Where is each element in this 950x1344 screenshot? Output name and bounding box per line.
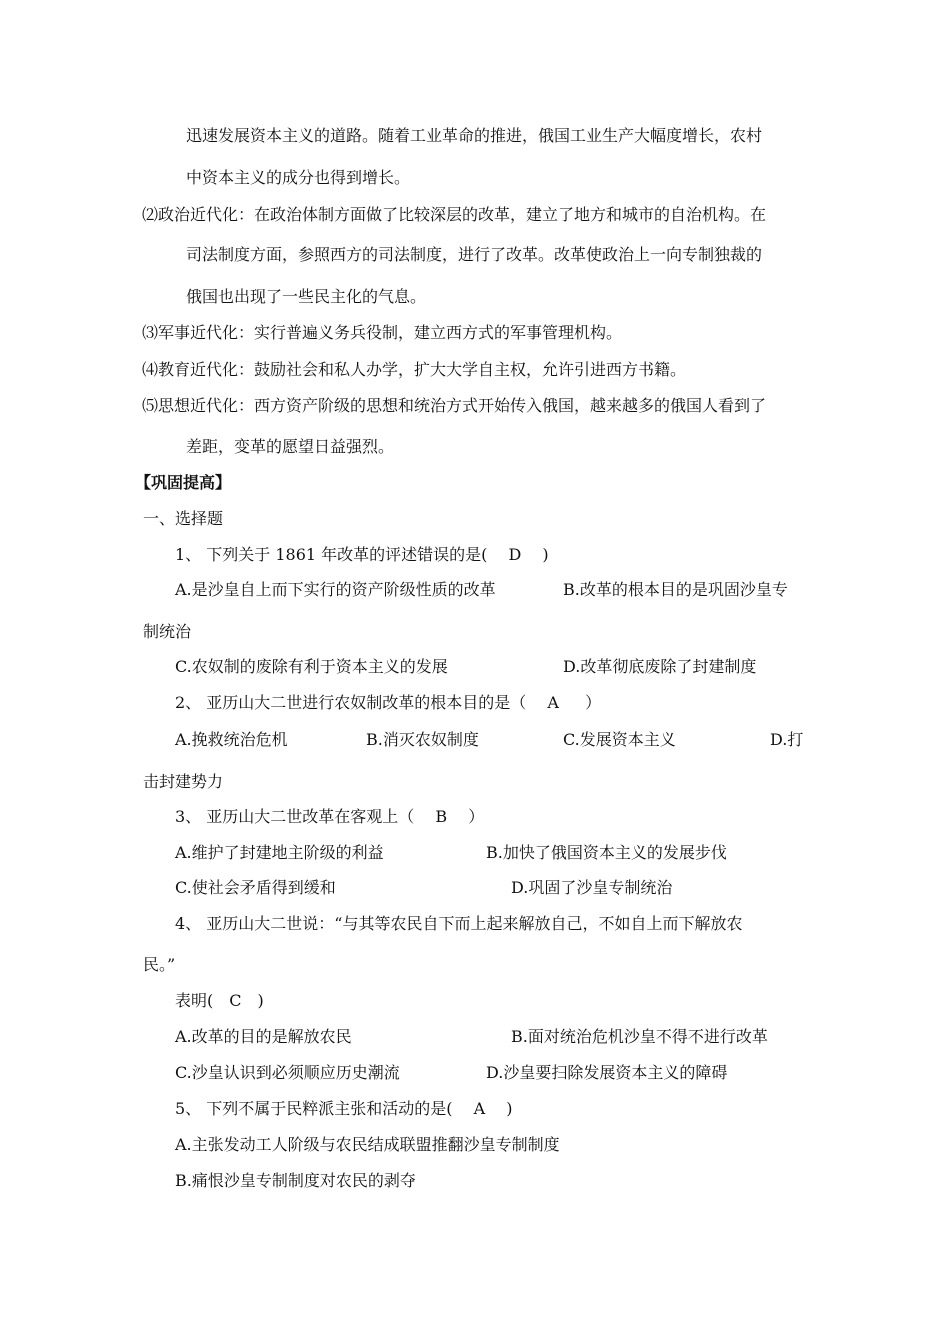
option-a: A.改革的目的是解放农民	[175, 1027, 352, 1046]
point-2	[142, 205, 766, 225]
option-a: A.主张发动工人阶级与农民结成联盟推翻沙皇专制制度	[175, 1135, 560, 1154]
paragraph-line: 司法制度方面，参照西方的司法制度，进行了改革。改革使政治上一向专制独裁的	[186, 245, 763, 264]
option-c: C.沙皇认识到必须顺应历史潮流	[175, 1063, 400, 1082]
question-5-stem: 5、 下列不属于民粹派主张和活动的是( A )	[175, 1099, 513, 1118]
option-b: B.消灭农奴制度	[366, 730, 479, 749]
point-3	[142, 323, 622, 343]
point-marker: ⑶	[142, 323, 159, 342]
point-text: 政治近代化：在政治体制方面做了比较深层的改革，建立了地方和城市的自治机构。在	[158, 205, 767, 224]
option-c: C.农奴制的废除有利于资本主义的发展	[175, 657, 448, 676]
point-marker: ⑵	[142, 205, 159, 224]
option-c: C.使社会矛盾得到缓和	[175, 878, 336, 897]
option-b: B.面对统治危机沙皇不得不进行改革	[511, 1027, 768, 1046]
question-4-stem-end: 表明( C )	[175, 991, 264, 1010]
option-b: B.痛恨沙皇专制制度对农民的剥夺	[175, 1171, 416, 1190]
option-c: C.发展资本主义	[563, 730, 676, 749]
option-d: D.打	[770, 730, 804, 749]
paragraph-line: 迅速发展资本主义的道路。随着工业革命的推进，俄国工业生产大幅度增长，农村	[186, 126, 763, 145]
question-3-stem: 3、 亚历山大二世改革在客观上（ B ）	[175, 807, 485, 826]
paragraph-line: 中资本主义的成分也得到增长。	[186, 168, 411, 187]
option-a: A.维护了封建地主阶级的利益	[175, 843, 384, 862]
section-subheading: 一、选择题	[143, 509, 224, 528]
question-4-stem-cont: 民。”	[143, 955, 176, 974]
point-text: 军事近代化：实行普遍义务兵役制，建立西方式的军事管理机构。	[158, 323, 623, 342]
section-heading: 【巩固提高】	[135, 473, 232, 492]
point-marker: ⑸	[142, 396, 159, 415]
option-b: B.改革的根本目的是巩固沙皇专	[563, 580, 788, 599]
paragraph-line: 差距，变革的愿望日益强烈。	[186, 437, 395, 456]
point-5	[142, 396, 766, 416]
question-2-stem: 2、 亚历山大二世进行农奴制改革的根本目的是（ A ）	[175, 693, 602, 712]
option-b-cont: 制统治	[143, 622, 192, 641]
point-marker: ⑷	[142, 360, 159, 379]
option-a: A.挽救统治危机	[175, 730, 288, 749]
question-4-stem: 4、 亚历山大二世说：“与其等农民自下而上起来解放自己，不如自上而下解放农	[175, 914, 743, 933]
point-text: 思想近代化：西方资产阶级的思想和统治方式开始传入俄国，越来越多的俄国人看到了	[158, 396, 767, 415]
question-1-stem: 1、 下列关于 1861 年改革的评述错误的是( D )	[175, 545, 549, 564]
option-a: A.是沙皇自上而下实行的资产阶级性质的改革	[175, 580, 496, 599]
option-d-cont: 击封建势力	[143, 772, 224, 791]
option-b: B.加快了俄国资本主义的发展步伐	[486, 843, 727, 862]
option-d: D.沙皇要扫除发展资本主义的障碍	[486, 1063, 728, 1082]
point-text: 教育近代化：鼓励社会和私人办学，扩大大学自主权，允许引进西方书籍。	[158, 360, 687, 379]
paragraph-line: 俄国也出现了一些民主化的气息。	[186, 287, 427, 306]
option-d: D.改革彻底废除了封建制度	[563, 657, 757, 676]
option-d: D.巩固了沙皇专制统治	[511, 878, 673, 897]
point-4	[142, 360, 686, 380]
